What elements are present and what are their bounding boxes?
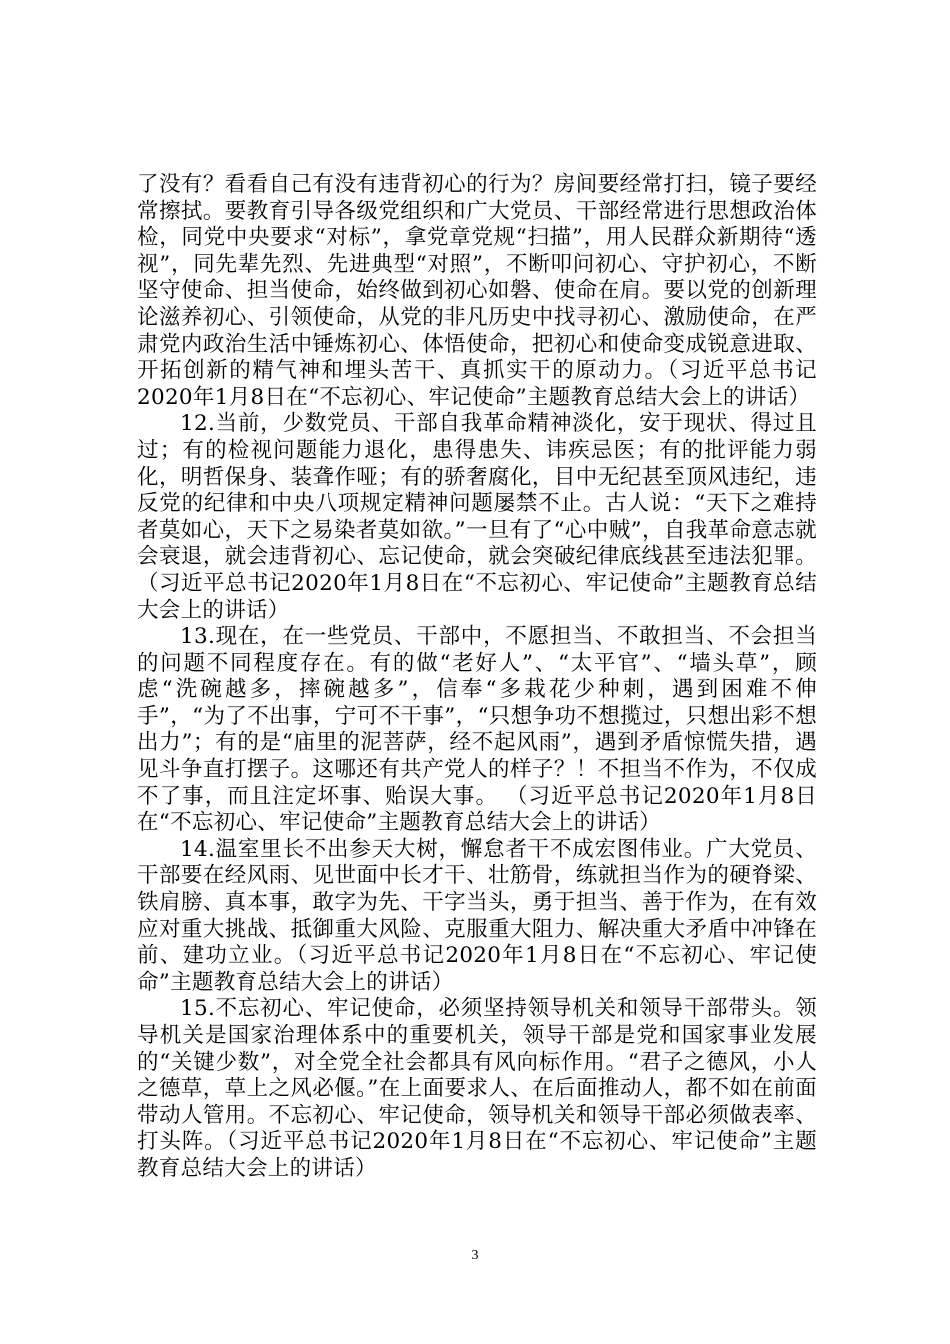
paragraph-13: 13.现在，在一些党员、干部中，不愿担当、不敢担当、不会担当的问题不同程度存在。有的做“老好人”、“太平官”、“墙头草”，顾虑“洗碗越多，摔碗越多”，信奉“多栽花少种刺，遇到困难不伸手”，“为了不出事，宁可不干事”，“只想争功不想揽过，只想出彩不想出力”；有的是“庙里的泥菩萨，经不起风雨”，遇到矛盾惊慌失措，遇见斗争直打摆子。这哪还有共产党人的样子？！不担当不作为，不仅成不了事，而且注定坏事、贻误大事。 （习近平总书记2020年1月8日在“不忘初心、牢记使命”主题教育总结大会上的讲话） bbox=[137, 624, 817, 836]
paragraph-15: 15.不忘初心、牢记使命，必须坚持领导机关和领导干部带头。领导机关是国家治理体系中的重要机关，领导干部是党和国家事业发展的“关键少数”，对全党全社会都具有风向标作用。“君子之德风，小人之德草，草上之风必偃。”在上面要求人、在后面推动人，都不如在前面带动人管用。不忘初心、牢记使命，领导机关和领导干部必须做表率、打头阵。（习近平总书记2020年1月8日在“不忘初心、牢记使命”主题教育总结大会上的讲话） bbox=[137, 996, 817, 1181]
body-text bbox=[137, 172, 817, 1183]
page-number: 3 bbox=[471, 1248, 479, 1263]
paragraph-14: 14.温室里长不出参天大树，懈怠者干不成宏图伟业。广大党员、干部要在经风雨、见世面中长才干、壮筋骨，练就担当作为的硬脊梁、铁肩膀、真本事，敢字为先、干字当头，勇于担当、善于作为，在有效应对重大挑战、抵御重大风险、克服重大阻力、解决重大矛盾中冲锋在前、建功立业。（习近平总书记2020年1月8日在“不忘初心、牢记使命”主题教育总结大会上的讲话） bbox=[137, 836, 817, 995]
paragraph-12: 12.当前，少数党员、干部自我革命精神淡化，安于现状、得过且过；有的检视问题能力退化，患得患失、讳疾忌医；有的批评能力弱化，明哲保身、装聋作哑；有的骄奢腐化，目中无纪甚至顶风违纪，违反党的纪律和中央八项规定精神问题屡禁不止。古人说：“天下之难持者莫如心，天下之易染者莫如欲。”一旦有了“心中贼”，自我革命意志就会衰退，就会违背初心、忘记使命，就会突破纪律底线甚至违法犯罪。（习近平总书记2020年1月8日在“不忘初心、牢记使命”主题教育总结大会上的讲话） bbox=[137, 411, 817, 623]
paragraph-continued: 了没有？看看自己有没有违背初心的行为？房间要经常打扫，镜子要经常擦拭。要教育引导各级党组织和广大党员、干部经常进行思想政治体检，同党中央要求“对标”，拿党章党规“扫描”，用人民群众新期待“透视”，同先辈先烈、先进典型“对照”，不断叩问初心、守护初心，不断坚守使命、担当使命，始终做到初心如磐、使命在肩。要以党的创新理论滋养初心、引领使命，从党的非凡历史中找寻初心、激励使命，在严肃党内政治生活中锤炼初心、体悟使命，把初心和使命变成锐意进取、开拓创新的精气神和埋头苦干、真抓实干的原动力。（习近平总书记2020年1月8日在“不忘初心、牢记使命”主题教育总结大会上的讲话） bbox=[137, 172, 817, 410]
